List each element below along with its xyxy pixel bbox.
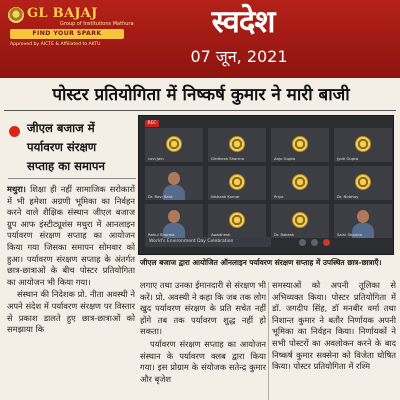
participant-tile [334, 128, 392, 162]
article-subheadline: जीएल बजाज में पर्यावरण संरक्षण सप्ताह का समापन [27, 121, 105, 173]
college-city: Mathura [112, 21, 134, 27]
end-call-icon [323, 239, 330, 246]
participant-name: Nishank Kumar [211, 194, 240, 199]
participant-name: Saini Sharma [337, 232, 363, 237]
college-name: GL BAJAJ [27, 6, 98, 21]
college-seal-icon [292, 174, 308, 190]
red-bullet-icon [9, 126, 20, 137]
article-column-1 [7, 184, 135, 400]
participant-name: Rahul Sharma [148, 232, 175, 237]
college-seal-icon [229, 174, 245, 190]
article-headline: पोस्टर प्रतियोगिता में निष्कर्ष कुमार ने मारी बाजी [52, 85, 350, 105]
headline-divider [4, 110, 396, 111]
participant-name: Dr. Rakesh [274, 232, 295, 237]
column-divider [268, 282, 269, 400]
participant-tile [145, 204, 203, 238]
participant-tile [145, 166, 203, 200]
college-subname: Group of Institutions Mathura [60, 21, 134, 27]
participant-name: Priya [274, 194, 284, 199]
participant-name: Lovi Jain [148, 156, 164, 161]
photo-caption: जीएल बजाज द्वारा आयोजित ऑनलाइन पर्यावरण संरक्षण सप्ताह में उपस्थित छात्र-छात्राएँ। [140, 258, 382, 267]
participant-name: Dr. Ravi Kant [148, 194, 173, 199]
recording-badge: REC [145, 120, 159, 127]
participant-name: Dr. Nirbhay [337, 194, 359, 199]
college-seal-icon [355, 174, 371, 190]
college-seal-icon [166, 136, 182, 152]
camera-icon [311, 239, 318, 246]
college-seal-icon [229, 136, 245, 152]
participant-name: Anju Gupta [274, 156, 296, 161]
paragraph: संस्थान की निदेशक प्रो. नीता अवस्थी ने अपने संदेश में पर्यावरण संरक्षण पर विस्तार से प्रकाश डालते हुए छात्र-छात्राओं को समझाया कि [7, 289, 135, 335]
college-seal-icon [355, 136, 371, 152]
college-seal-icon [292, 136, 308, 152]
participant-tile [334, 204, 392, 238]
college-seal-icon [8, 7, 24, 23]
paragraph: समस्याओं को अपनी तूलिका से अभिव्यक्त किया। पोस्टर प्रतियोगिता में डॉ. जगदीप सिंह, डॉ मनबीर वर्मा तथा निशान्त कुमार ने बतौर निर्णायक अपनी भूमिका का निर्वहन किया। निर्णायकों ने सभी पोस्टरों का अवलोकन करने के बाद निष्कर्ष कुमार सक्सेना को विजेता घोषित किया। पोस्टर प्रतियोगिता में रश्मि [272, 280, 396, 372]
participant-name: Awadhesh [211, 232, 231, 237]
publication-date: 07 जून, 2021 [190, 47, 288, 66]
college-tagline: FIND YOUR SPARK [10, 29, 124, 39]
college-logo [8, 6, 134, 50]
paragraph: लगाए तथा उनका ईमानदारी से संरक्षण भी करें। प्रो. अवस्थी ने कहा कि जब तक लोग खुद पर्यावरण संरक्षण के प्रति सचेत नहीं होंगे तब तक पर्यावरण शुद्ध नहीं हो सकता। [140, 280, 266, 337]
subheadline-divider [8, 178, 136, 179]
participant-tile [334, 166, 392, 200]
article-column-3 [272, 280, 396, 400]
paragraph: पर्यावरण संरक्षण सप्ताह का आयोजन संस्थान के पर्यावरण क्लब द्वारा किया गया। इस प्रोग्राम के संयोजक सतेन्द्र कुमार और बृजेश [140, 338, 266, 384]
participant-tile [208, 204, 266, 238]
participant-name: Jyoti Gupta [337, 156, 359, 161]
video-conference-photo [138, 115, 394, 255]
newspaper-header [0, 0, 400, 78]
participant-tile [145, 128, 203, 162]
participant-tile [208, 128, 266, 162]
college-approval: Approved by AICTE & Affiliated to AKTU [10, 42, 101, 47]
college-seal-icon [292, 212, 308, 228]
meeting-title-bar: World's Environment Day Celebration [145, 237, 271, 247]
paragraph: मथुरा। शिक्षा ही नहीं सामाजिक सरोकारों में भी हमेशा अग्रणी भूमिका का निर्वहन करने वाले शैक्षिक संस्थान जीएल बजाज ग्रुप आफ इंस्टीट्यूशंस मथुरा में आनलाइन पर्यावरण संरक्षण सप्ताह का आयोजन किया गया जिसका समापन सोमवार को हुआ। पर्यावरण संरक्षण सप्ताह के अंतर्गत छात्र-छात्राओं के बीच पोस्टर प्रतियोगिता का आयोजन भी किया गया। [7, 184, 135, 287]
college-seal-icon [229, 212, 245, 228]
newspaper-masthead: स्वदेश [211, 4, 275, 40]
participant-tile [271, 204, 329, 238]
participant-name: Girdhesh Sharma [211, 156, 244, 161]
article-column-2 [140, 280, 266, 400]
participant-tile [208, 166, 266, 200]
mic-icon [299, 239, 306, 246]
participant-tile [271, 128, 329, 162]
participant-tile [271, 166, 329, 200]
